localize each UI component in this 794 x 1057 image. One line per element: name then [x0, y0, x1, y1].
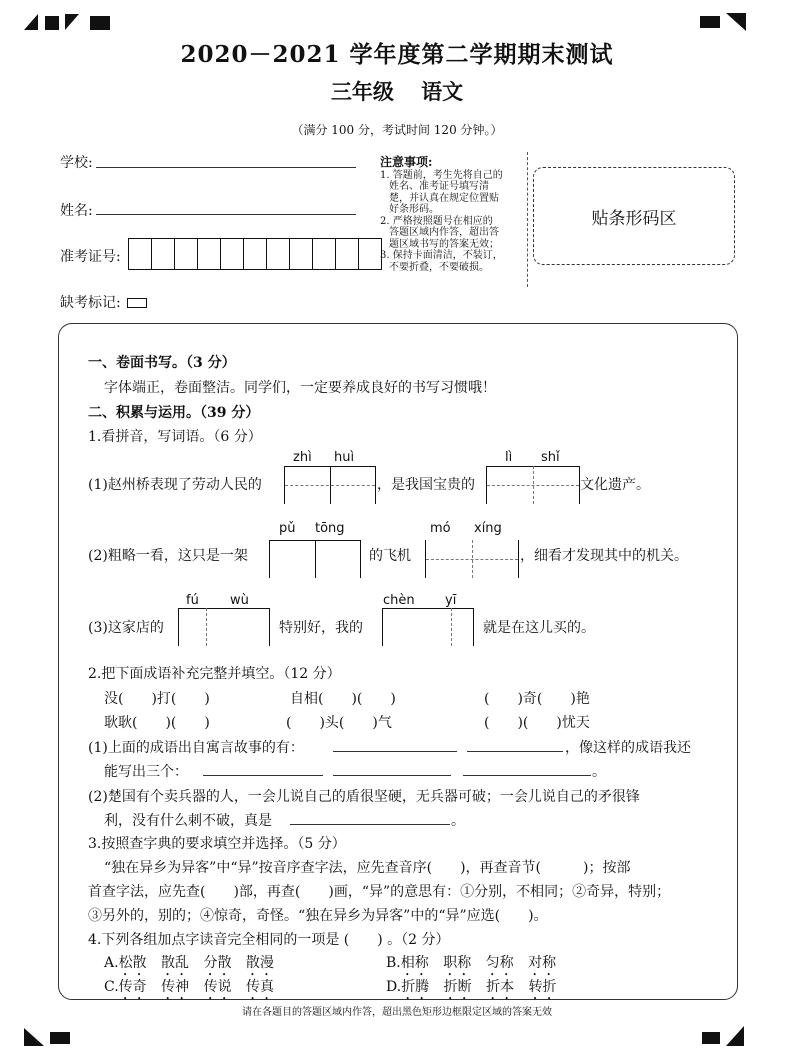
absent-mark	[60, 292, 147, 312]
option-word: 散漫	[245, 955, 274, 971]
q3-stem: 3.按照查字典的要求填空并选择。（5 分）	[88, 836, 346, 852]
notice-line: 楚，并认真在规定位置贴	[389, 192, 499, 204]
option-label: D.	[386, 979, 402, 995]
idiom-item: ( )头( )气	[286, 715, 392, 731]
option-b[interactable]	[386, 952, 556, 979]
option-word: 传真	[246, 979, 275, 995]
answer-grid[interactable]	[284, 466, 376, 504]
q2-sub1-text-b: ，像这样的成语我还	[565, 740, 691, 756]
pinyin: lì	[505, 450, 513, 465]
section1-text: 字体端正，卷面整洁。同学们，一定要养成良好的书写习惯哦！	[104, 380, 496, 396]
pinyin: fú	[186, 593, 199, 608]
pinyin: chèn	[383, 593, 415, 608]
option-label: C.	[104, 979, 119, 995]
pinyin: shǐ	[541, 450, 560, 465]
corner-mark-top-left	[45, 16, 59, 30]
section2-heading: 二、积累与运用。（39 分）	[88, 405, 260, 421]
answer-grid[interactable]	[425, 540, 519, 578]
option-word: 传奇	[118, 979, 147, 995]
corner-mark-top-right	[726, 13, 746, 31]
notice-line: 3. 保持卡面清洁，不装订，	[380, 250, 503, 261]
option-word: 相称	[400, 955, 429, 971]
corner-mark-bottom-left	[24, 1028, 44, 1046]
notice-line: 好条形码。	[389, 204, 439, 215]
notice-line: 题区域书写的答案无效；	[389, 238, 499, 250]
option-word: 折断	[443, 979, 472, 995]
barcode-label: 贴条形码区	[591, 208, 677, 229]
corner-mark-top-left	[65, 14, 79, 30]
option-a[interactable]	[104, 952, 274, 979]
option-word: 传说	[203, 979, 232, 995]
q1-3-text-a: (3)这家店的	[88, 620, 164, 636]
answer-line[interactable]	[203, 775, 323, 776]
idiom-item: 没( )打( )	[104, 691, 210, 707]
answer-line[interactable]	[290, 824, 450, 825]
corner-mark-bottom-left	[50, 1032, 70, 1044]
exam-id-boxes[interactable]	[128, 238, 382, 270]
exam-subtitle	[0, 76, 794, 106]
idiom-item: ( )( )忧天	[484, 715, 590, 731]
q3-line3: ③另外的，别的；④惊奇，奇怪。“独在异乡为异客”中的“异”应选( )。	[88, 908, 548, 924]
q3-line1: “独在异乡为异客”中“异”按音序查字法，应先查音序( )，再查音节( )；按部	[104, 860, 631, 876]
q2-sub2-text-b: 利，没有什么刺不破，真是	[104, 813, 272, 829]
q1-3-text-c: 就是在这儿买的。	[483, 620, 595, 636]
absent-label: 缺考标记:	[60, 295, 121, 311]
pinyin: pǔ	[279, 521, 296, 536]
option-word: 散乱	[161, 955, 190, 971]
q1-2-text-c: ，细看才发现其中的机关。	[520, 548, 688, 564]
option-word: 折腾	[401, 979, 430, 995]
option-label: A.	[104, 955, 119, 971]
answer-line[interactable]	[333, 775, 451, 776]
exam-id-label: 准考证号:	[60, 249, 121, 265]
pinyin: mó	[430, 521, 451, 536]
option-word: 职称	[443, 955, 472, 971]
option-word: 匀称	[485, 955, 514, 971]
q1-2-text-b: 的飞机	[369, 548, 411, 564]
notice-line: 答题区域内作答，超出答	[389, 227, 499, 238]
subject-label: 语文	[421, 79, 464, 104]
corner-mark-top-left	[90, 16, 110, 30]
absent-checkbox[interactable]	[127, 298, 147, 308]
option-word: 分散	[203, 955, 232, 971]
q1-2-text-a: (2)粗略一看，这只是一架	[88, 548, 248, 564]
answer-line[interactable]	[467, 751, 563, 752]
notice-title: 注意事项:	[380, 155, 433, 169]
q1-1-text-b: ，是我国宝贵的	[377, 477, 475, 493]
notice-line: 1. 答题前，考生先将自己的	[380, 169, 503, 181]
notice-line: 姓名、准考证号填写清	[389, 181, 489, 192]
pinyin: yī	[445, 593, 457, 608]
answer-grid[interactable]	[486, 466, 580, 504]
corner-mark-bottom-right	[726, 1026, 744, 1046]
barcode-area	[533, 167, 735, 265]
q3-line2: 首查字法，应先查( )部，再查( )画，“异”的意思有：①分别，不相同；②奇异，特别；	[88, 884, 671, 900]
q2-sub1-text-c: 能写出三个：	[104, 764, 188, 780]
school-field[interactable]	[96, 167, 356, 168]
option-word: 传神	[161, 979, 190, 995]
footer-note: 请在各题目的答题区域内作答，超出黑色矩形边框限定区域的答案无效	[242, 1007, 552, 1018]
pinyin: tōng	[315, 521, 345, 536]
idiom-item: ( )奇( )艳	[484, 691, 590, 707]
pinyin: xíng	[474, 521, 502, 536]
answer-grid[interactable]	[382, 608, 474, 646]
exam-note: （满分 100 分，考试时间 120 分钟。）	[291, 123, 503, 137]
notice-panel	[380, 157, 528, 273]
option-d[interactable]	[386, 976, 557, 1003]
section1-heading: 一、卷面书写。（3 分）	[88, 355, 236, 371]
notice-line: 2. 严格按照题号在相应的	[380, 215, 493, 227]
school-label: 学校:	[60, 155, 93, 171]
q2-sub1-text-d: 。	[592, 764, 606, 780]
answer-grid[interactable]	[178, 608, 270, 646]
option-label: B.	[386, 955, 401, 971]
option-word: 对称	[528, 955, 557, 971]
name-label: 姓名:	[60, 203, 93, 219]
notice-line: 不要折叠，不要破损。	[389, 261, 489, 273]
pinyin: wù	[230, 593, 249, 608]
q4-stem: 4.下列各组加点字读音完全相同的一项是 ( ) 。（2 分）	[88, 932, 450, 948]
corner-mark-bottom-right	[702, 1032, 720, 1044]
option-c[interactable]	[104, 976, 274, 1003]
answer-grid[interactable]	[269, 540, 361, 578]
idiom-item: 自相( )( )	[290, 691, 396, 707]
q2-sub2-text-c: 。	[451, 813, 465, 829]
q1-1-text-c: 文化遗产。	[580, 477, 650, 493]
answer-line[interactable]	[463, 775, 591, 776]
q2-stem: 2.把下面成语补充完整并填空。（12 分）	[88, 666, 341, 682]
q2-sub1-text-a: (1)上面的成语出自寓言故事的有：	[88, 740, 304, 756]
q1-3-text-b: 特别好，我的	[279, 620, 363, 636]
corner-mark-top-right	[700, 16, 720, 28]
option-word: 转折	[528, 979, 557, 995]
option-word: 折本	[486, 979, 515, 995]
q1-1-text-a: (1)赵州桥表现了劳动人民的	[88, 477, 262, 493]
idiom-item: 耿耿( )( )	[104, 715, 210, 731]
pinyin: huì	[334, 450, 355, 465]
grade-label: 三年级	[330, 79, 394, 104]
option-word: 松散	[118, 955, 147, 971]
answer-line[interactable]	[333, 751, 457, 752]
exam-title: 2020－2021 学年度第二学期期末测试	[180, 41, 614, 68]
q1-stem: 1.看拼音，写词语。（6 分）	[88, 429, 262, 445]
corner-mark-top-left	[24, 14, 38, 30]
pinyin: zhì	[293, 450, 312, 465]
divider	[527, 152, 528, 287]
name-field[interactable]	[96, 214, 356, 215]
q2-sub2-text-a: (2)楚国有个卖兵器的人，一会儿说自己的盾很坚硬，无兵器可破；一会儿说自己的矛很锋	[88, 789, 640, 805]
